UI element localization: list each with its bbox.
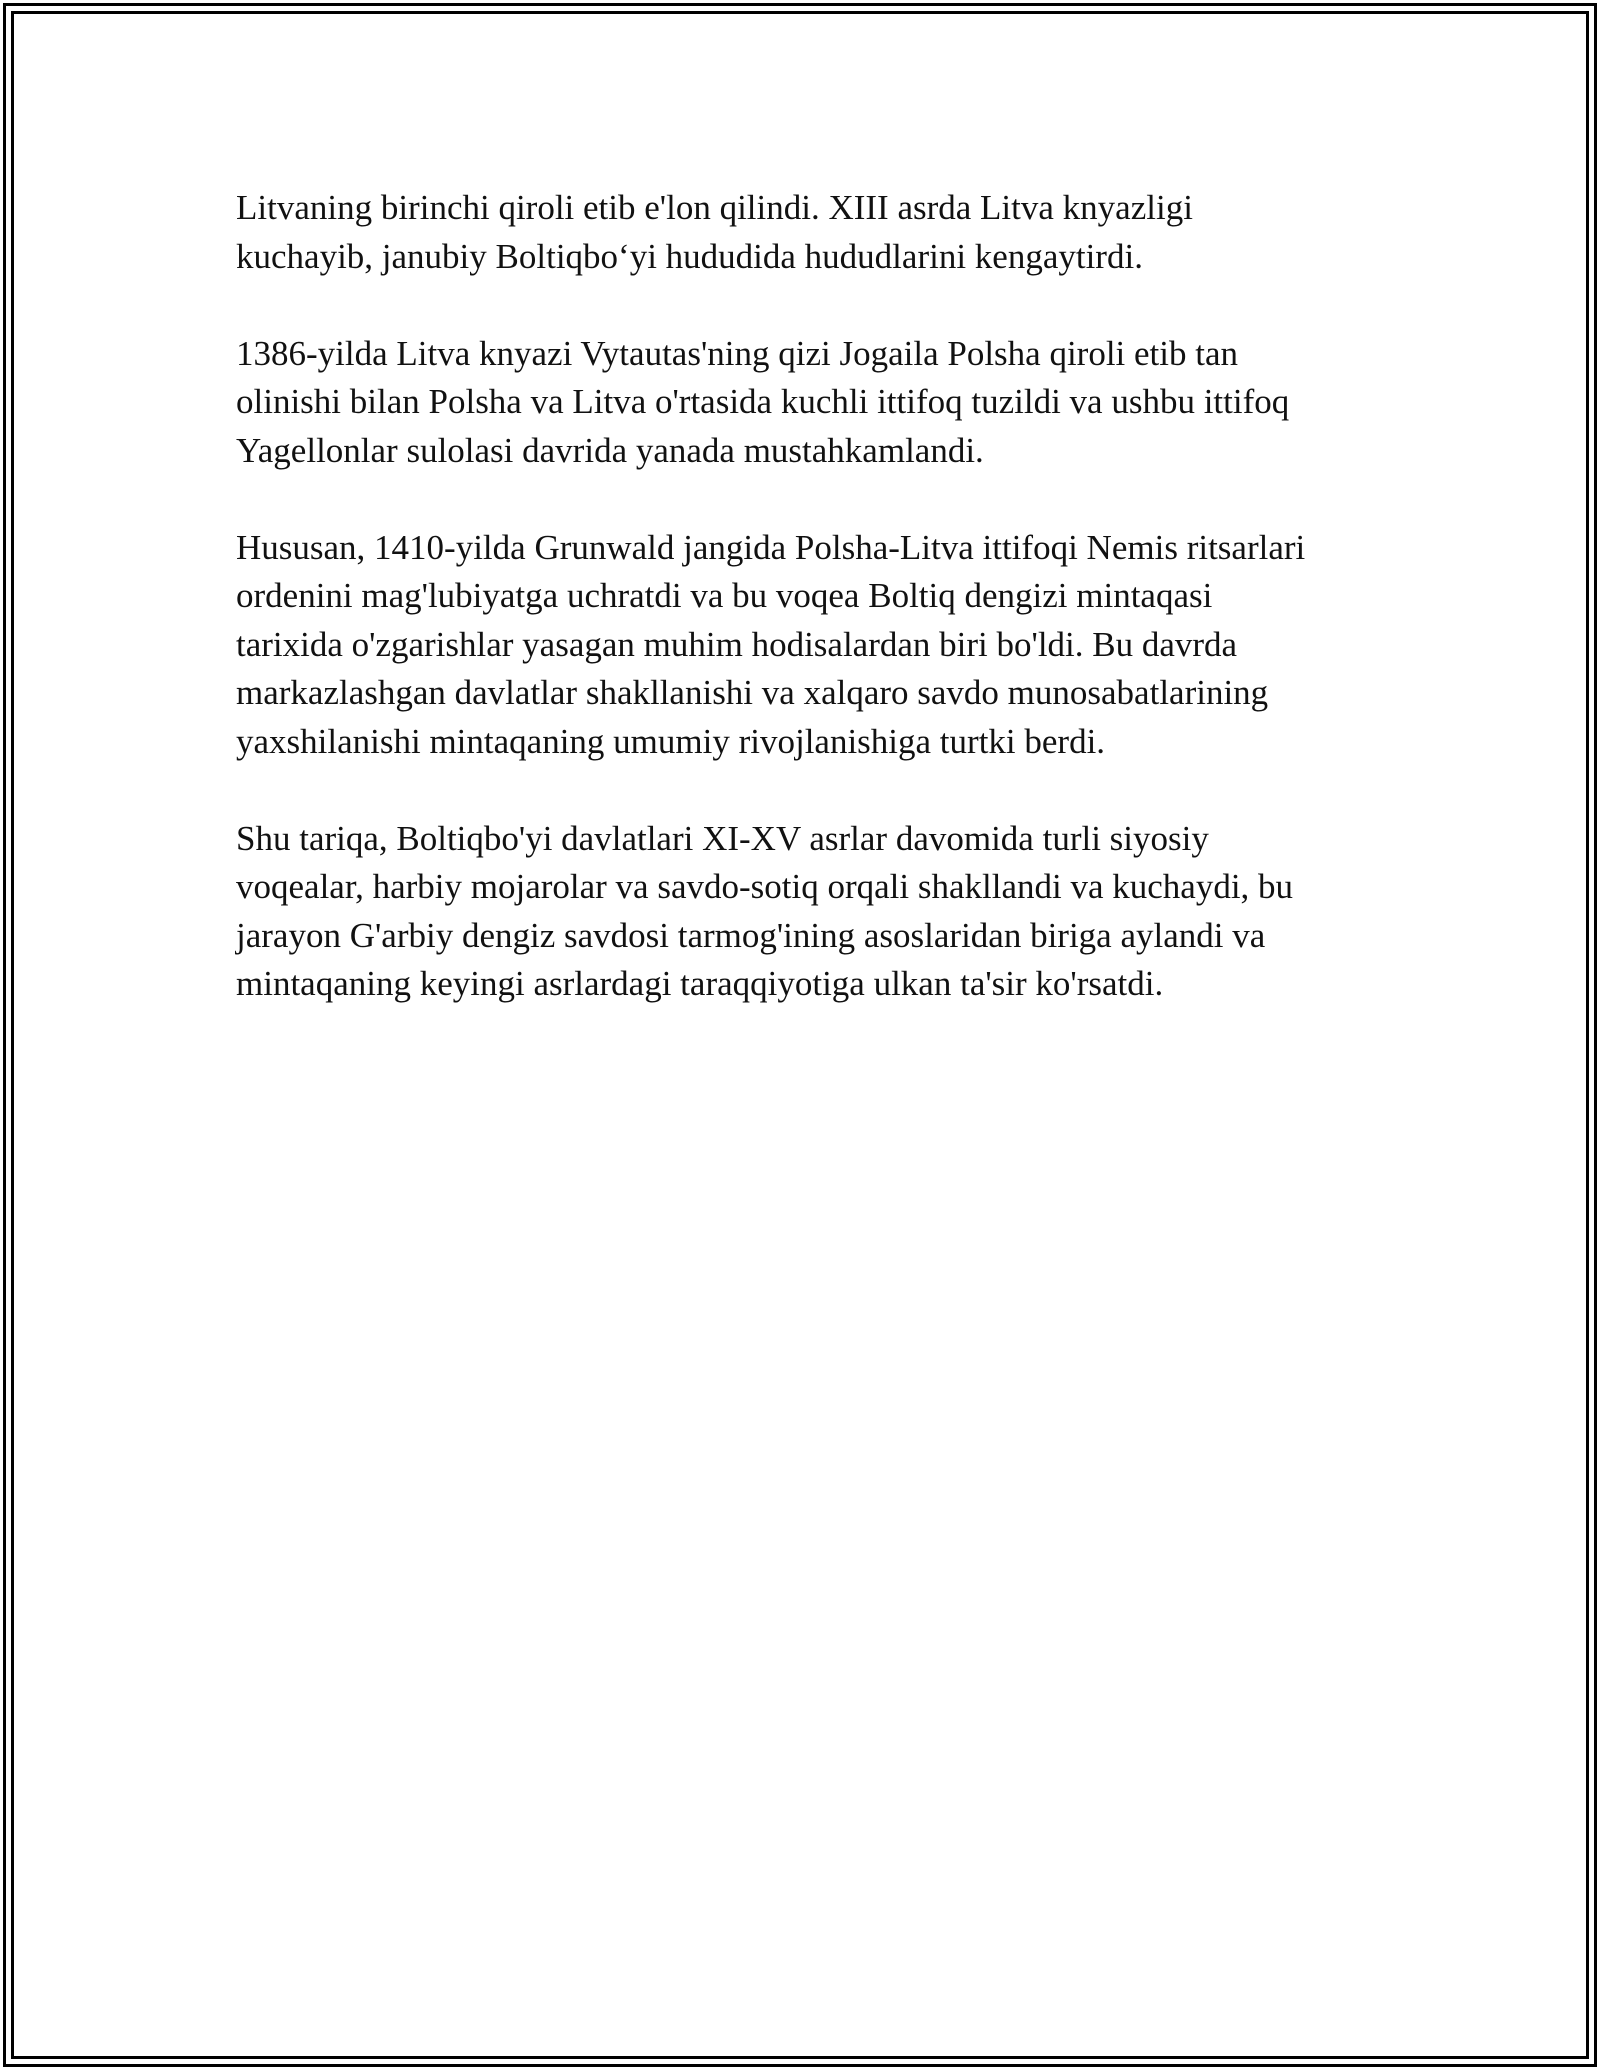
paragraph-4: Shu tariqa, Boltiqbo'yi davlatlari XI-XV asrlar davomida turli siyosiy voqealar, harbiy mojarolar va savdo-sotiq orqali shakllandi va kuchaydi, bu jarayon G'arbiy dengiz savdosi tarmog'ining asoslaridan biriga aylandi va mintaqaning keyingi asrlardagi taraqqiyotiga ulkan ta'sir ko'rsatdi.	[236, 818, 1294, 1003]
document-body	[236, 184, 1366, 1057]
paragraph-3: Hususan, 1410-yilda Grunwald jangida Polsha-Litva ittifoqi Nemis ritsarlari ordenini mag'lubiyatga uchratdi va bu voqea Boltiq dengizi mintaqasi tarixida o'zgarishlar yasagan muhim hodisalardan biri bo'ldi. Bu davrda markazlashgan davlatlar shakllanishi va xalqaro savdo munosabatlarining yaxshilanishi mintaqaning umumiy rivojlanishiga turtki berdi.	[236, 527, 1306, 761]
paragraph-2: 1386-yilda Litva knyazi Vytautas'ning qizi Jogaila Polsha qiroli etib tan olinishi bilan Polsha va Litva o'rtasida kuchli ittifoq tuzildi va ushbu ittifoq Yagellonlar sulolasi davrida yanada mustahkamlandi.	[236, 333, 1290, 470]
paragraph-1: Litvaning birinchi qiroli etib e'lon qilindi. XIII asrda Litva knyazligi kuchayib, janubiy Boltiqbo‘yi hududida hududlarini kengaytirdi.	[236, 188, 1193, 276]
